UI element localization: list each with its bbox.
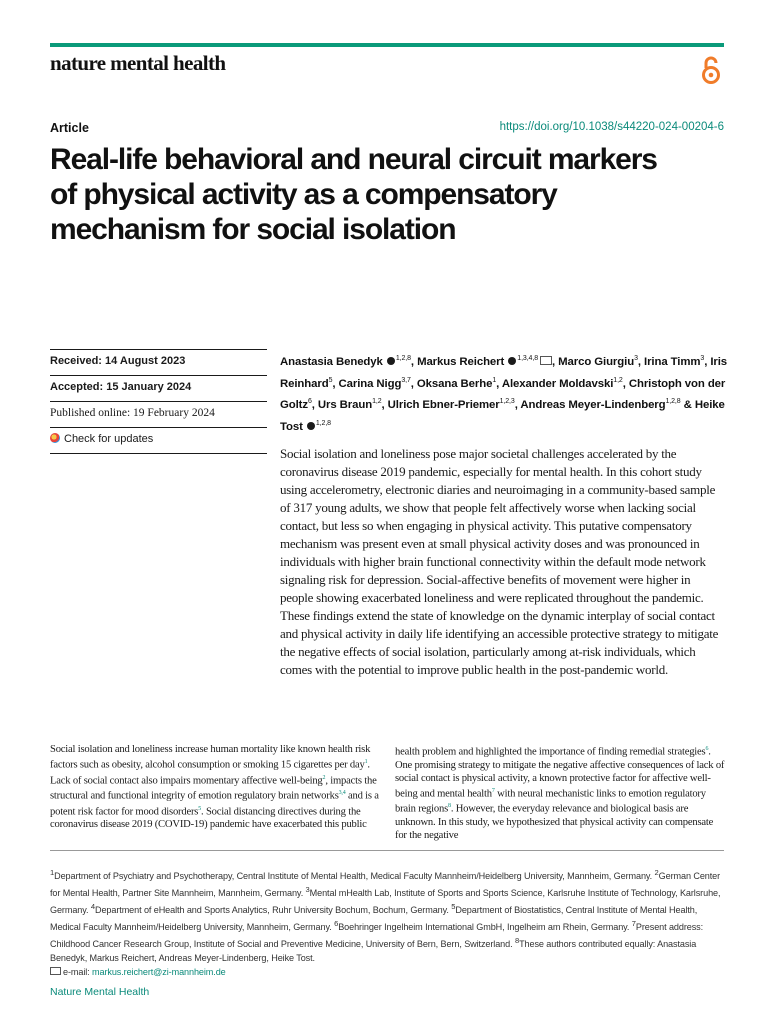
email-icon (50, 967, 61, 975)
affiliation-text: German Center for Mental Health, Partner Site Mannheim, Mannheim, Germany. (50, 871, 721, 899)
body-text: , impacts the structural and functional integrity of emotion regulatory brain networks (50, 775, 377, 802)
author-name[interactable]: Carina Nigg (338, 377, 402, 390)
email-label: e-mail: (63, 967, 93, 978)
body-reference[interactable]: 8 (448, 803, 451, 810)
affiliation-reference: 7 (631, 919, 636, 929)
body-text: . Social distancing directives during the coronavirus disease 2019 (COVID-19) pandemic have exacerbated this public (50, 806, 367, 831)
author-name[interactable]: Irina Timm (644, 355, 701, 368)
author-name[interactable]: Andreas Meyer-Lindenberg (520, 398, 666, 411)
author-name[interactable]: Iris Reinhard (280, 355, 728, 390)
affiliation-reference: 8 (514, 936, 520, 946)
author-name[interactable]: Ulrich Ebner-Priemer (387, 398, 500, 411)
affiliation-text: Present address: Childhood Cancer Research Group, Institute of Social and Preventive Medicine, University of Bern, Bern, Switzerland. (50, 922, 704, 950)
affiliation-text: Mental mHealth Lab, Institute of Sports and Sports Science, Karlsruhe Institute of Technology, Karlsruhe, Germany. (50, 888, 721, 916)
check-updates-icon (50, 433, 60, 443)
orcid-icon[interactable] (387, 357, 395, 365)
footer-journal-name: Nature Mental Health (50, 986, 150, 998)
body-reference[interactable]: 1 (364, 759, 368, 765)
author-name[interactable]: Oksana Berhe (416, 377, 493, 390)
email-link[interactable]: markus.reichert@zi-mannheim.de (92, 967, 226, 978)
author-affiliation-marker: 1,3,4,8 (517, 355, 538, 362)
journal-accent-bar (50, 43, 724, 47)
body-text: . However, the everyday relevance and biological basis are unknown. In this study, we hypothesized that physical activity can compensate for the negative (395, 803, 714, 841)
affiliation-text: These authors contributed equally: Anastasia Benedyk, Markus Reichert, Andreas Meyer-Lindenberg, Heike Tost. (50, 939, 697, 964)
abstract: Social isolation and loneliness pose major societal challenges accelerated by the coronavirus disease 2019 pandemic, especially for mental health. In this cohort study using accelerometry, electronic diaries and neuroimaging in a community-based sample of 317 young adults, we show that people felt affectively worse when lacking social contact, but less so when engaging in physical activity. This putative compensatory mechanism was present even at small physical activity doses and was pronounced in individuals with higher brain functional connectivity within the default mode network signaling risk for depression. Social-affective benefits of movement were higher in people showing exacerbated loneliness and were replicated throughout the pandemic. These findings extend the state of knowledge on the dynamic interplay of social contact and physical activity in daily life identifying an accessible protective strategy to mitigate the negative effects of social isolation, particularly among at-risk individuals, which comes with the potential to improve public health in the post-pandemic world. (280, 446, 719, 677)
author-name[interactable]: Alexander Moldavski (501, 377, 614, 390)
body-text: . Lack of social contact also impairs momentary affective well-being (50, 759, 370, 787)
affiliation-reference: 5 (451, 902, 456, 912)
orcid-icon[interactable] (307, 422, 315, 430)
author-affiliation-marker: 5 (328, 376, 333, 384)
body-reference[interactable]: 5 (198, 805, 202, 812)
body-text: and is a potent risk factor for mood disorders (50, 790, 379, 818)
affiliation-reference: 4 (90, 902, 95, 912)
affiliation-text (50, 868, 721, 964)
affiliation-text: Department of eHealth and Sports Analytics, Ruhr University Bochum, Bochum, Germany. (95, 905, 452, 916)
affiliation-text: Department of Biostatistics, Central Institute of Mental Health, Medical Faculty Mannheim/Heidelberg University, Mannheim, Germany. (50, 905, 698, 933)
footnote-divider (50, 850, 724, 851)
email-icon[interactable] (540, 356, 552, 365)
author-affiliation-marker: 3,7 (401, 376, 411, 384)
body-text-column-1 (50, 743, 380, 831)
affiliation-text: Department of Psychiatry and Psychotherapy, Central Institute of Mental Health, Medical Faculty Mannheim/Heidelberg University, Mannheim, Germany. (54, 871, 655, 882)
author-name[interactable]: Heike Tost (280, 398, 725, 433)
author-affiliation-marker: 3 (634, 355, 638, 362)
doi-link[interactable]: https://doi.org/10.1038/s44220-024-00204-6 (499, 121, 724, 133)
author-name[interactable]: Christoph von der Goltz (280, 377, 726, 411)
author-affiliation-marker: 1,2 (372, 398, 382, 406)
author-name[interactable]: Marco Giurgiu (558, 355, 635, 368)
body-text: health problem and highlighted the importance of finding remedial strategies (395, 746, 706, 758)
affiliation-reference: 2 (654, 868, 659, 877)
check-updates-label: Check for updates (64, 433, 154, 445)
body-text: with neural mechanistic links to emotion regulatory brain regions (395, 788, 706, 815)
author-affiliation-marker: 1,2,8 (665, 398, 681, 406)
journal-name: nature mental health (50, 51, 226, 75)
affiliations (50, 866, 726, 979)
affiliation-text: Boehringer Ingelheim International GmbH, Ingelheim am Rhein, Germany. (338, 922, 632, 933)
author-list: Anastasia Benedyk $^{1,2,8}$, Markus Reichert $^{1,3,4,8}$ , Marco Giurgiu$^3$, Irina Timm$^3$, Iris Reinhard$^5$, Carina Nigg$^{3,7}$, Oksana Berhe$^1$, Alexander Moldavski$^{1,2}$, Christoph von der Goltz$^6$, Urs Braun$^{1,2}$, Ulrich Ebner-Priemer$^{1,2,3}$, Andreas Meyer-Lindenberg$^{1,2,8}$ & Heike Tost $^{1,2,8}$ (280, 355, 728, 433)
check-for-updates-button[interactable] (50, 427, 267, 454)
author-affiliation-marker: 1,2,8 (315, 419, 331, 427)
affiliation-reference: 1 (50, 868, 55, 877)
body-text: Social isolation and loneliness increase human mortality like known health risk factors such as obesity, alcohol consumption or smoking 15 cigarettes per day (50, 744, 371, 771)
author-name[interactable]: Anastasia Benedyk (280, 355, 383, 368)
article-dates (50, 349, 267, 454)
body-reference[interactable]: 7 (491, 787, 495, 794)
open-access-lock-icon (699, 55, 723, 85)
article-title: Real-life behavioral and neural circuit markers of physical activity as a compensatory mechanism for social isolation (50, 143, 657, 246)
author-name[interactable]: Urs Braun (317, 398, 373, 411)
body-reference[interactable]: 3,4 (338, 790, 346, 797)
received-date: Received: 14 August 2023 (50, 349, 267, 375)
body-text: . One promising strategy to mitigate the negative affective consequences of lack of social contact is physical activity, a known protective factor for affective well-being and mental health (395, 746, 725, 800)
body-text-column-2 (395, 743, 725, 842)
published-date: Published online: 19 February 2024 (50, 401, 267, 427)
author-affiliation-marker: 1 (492, 376, 497, 384)
affiliation-reference: 6 (334, 919, 339, 929)
author-affiliation-marker: 6 (307, 398, 312, 406)
author-affiliation-marker: 1,2,8 (395, 355, 411, 362)
article-type-label: Article (50, 121, 89, 135)
author-name[interactable]: Markus Reichert (417, 355, 505, 368)
accepted-date: Accepted: 15 January 2024 (50, 375, 267, 401)
author-affiliation-marker: 3 (700, 355, 705, 362)
orcid-icon[interactable] (508, 357, 516, 365)
body-reference[interactable]: 6 (705, 746, 709, 752)
body-reference[interactable]: 2 (322, 774, 326, 781)
author-affiliation-marker: 1,2,3 (499, 398, 515, 406)
affiliation-reference: 3 (305, 885, 310, 895)
author-affiliation-marker: 1,2 (613, 376, 623, 384)
